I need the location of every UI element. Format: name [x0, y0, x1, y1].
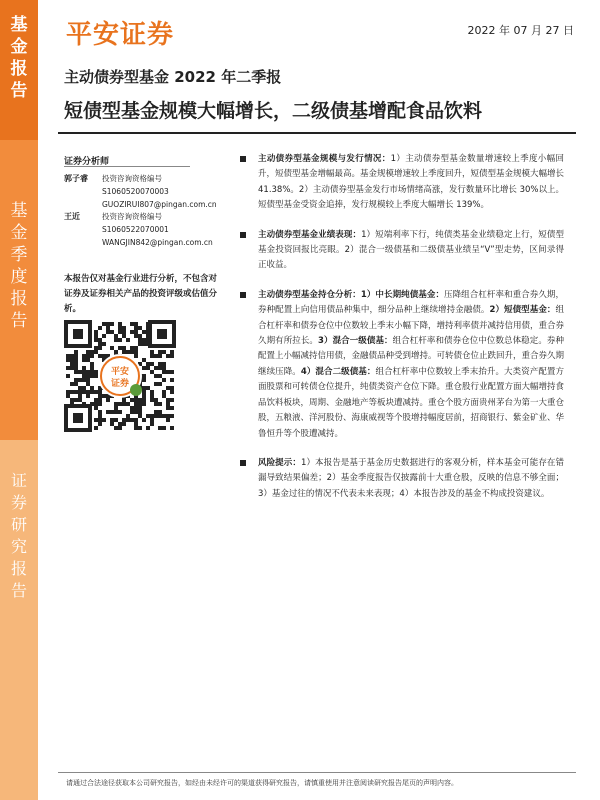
analyst-name: 王近: [64, 212, 80, 221]
sidebar-char: 告: [10, 81, 28, 101]
key-point-body: 1）主动债券型基金数量增速较上季度小幅回升，短债型基金增幅最高。基金规模增速较上季度回升，短债型基金规模大幅增长 41.38%。2）主动债券型基金发行市场情绪高涨，发行数量环比增长 30%以上。短债型基金受资金追捧，发行规模较上季度大幅增长 139%。: [258, 154, 565, 211]
sidebar-char: 告: [10, 311, 28, 331]
sidebar-char: 报: [10, 59, 28, 79]
sidebar-char: 究: [10, 537, 27, 556]
key-point-heading: 风险提示：: [258, 457, 301, 468]
sidebar-char: 金: [10, 223, 28, 243]
analyst-divider: [64, 166, 190, 167]
key-point-body: 组合杠杆率和债券仓位中位数总体稳定。券种配置上小幅减持信用债，金融债品种受到增持。可转债仓位止跌回升，重合券久期继续压降。: [258, 336, 565, 377]
key-point: [240, 152, 564, 214]
sidebar-char: 券: [10, 493, 27, 512]
report-date: 2022 年 07 月 27 日: [467, 24, 574, 37]
key-point-body: 压降组合杠杆率和重合券久期，券种配置上向信用债品种集中，细分品种上继续增持金融债。: [258, 289, 564, 316]
footer-notice: 请通过合法途径获取本公司研究报告，如经由未经许可的渠道获得研究报告，请慎重使用并注意阅读研究报告尾页的声明内容。: [66, 779, 458, 787]
qr-logo-bottom: 证券: [110, 379, 130, 389]
key-point-heading: 主动债券型基金持仓分析：: [258, 289, 361, 300]
report-subtitle: 主动债券型基金 2022 年二季报: [64, 68, 282, 86]
bullet-square-icon: [240, 156, 246, 162]
qr-code-graphic: [64, 320, 176, 432]
footer-divider: [58, 772, 576, 773]
key-point-body: 1）短端利率下行，纯债类基金业绩稳定上行，短债型基金投资回报比亮眼。2）混合一级债基和二级债基业绩呈“V”型走势，区间录得正收益。: [258, 229, 564, 271]
analyst-license-number: S1060520070003: [102, 187, 169, 196]
analyst-name: 郭子睿: [64, 174, 88, 183]
sidebar-char: 证: [10, 471, 27, 490]
key-points: [240, 152, 564, 516]
report-title: 短债型基金规模大幅增长，二级债基增配食品饮料: [64, 100, 483, 122]
key-point-subheading: 1）中长期纯债基金：: [360, 289, 445, 300]
sidebar-block-fund-report: [0, 0, 38, 140]
sidebar-char: 报: [10, 559, 27, 578]
sidebar-block-research-report: [0, 440, 38, 800]
analyst-email[interactable]: WANGJIN842@pingan.com.cn: [102, 238, 213, 247]
sidebar: [0, 0, 38, 800]
qr-code[interactable]: [64, 320, 176, 432]
sidebar-char: 基: [10, 15, 28, 35]
sidebar-char: 基: [10, 201, 28, 221]
key-point-subheading: 4）混合二级债基：: [300, 366, 376, 377]
bullet-square-icon: [240, 460, 246, 466]
bullet-square-icon: [240, 292, 246, 298]
sidebar-char: 研: [10, 515, 27, 534]
analyst-card: [64, 210, 264, 260]
analyst-license-label: 投资咨询资格编号: [102, 212, 162, 221]
title-divider: [58, 132, 576, 134]
analyst-heading: 证券分析师: [64, 157, 110, 167]
key-point: [240, 456, 564, 502]
key-point-heading: 主动债券型基金规模与发行情况：: [258, 154, 391, 164]
qr-logo-top: 平安: [110, 367, 130, 377]
analyst-license-number: S1060522070001: [102, 225, 169, 234]
scope-disclaimer: 本报告仅对基金行业进行分析，不包含对证券及证券相关产品的投资评级或估值分析。: [64, 274, 218, 314]
key-point-body: 1）本报告是基于基金历史数据进行的客观分析，样本基金可能存在错漏导致结果偏差；2）基金季度报告仅披露前十大重仓股，反映的信息不够全面；3）基金过往的情况不代表未来表现；4）本报告涉及的基金不构成投资建议。: [258, 457, 564, 499]
sidebar-char: 金: [10, 37, 28, 57]
company-logo: 平安证券: [66, 20, 175, 50]
key-point-body: 组合杠杆率和债券仓位中位数较上季末小幅下降，增持利率债并减持信用债，重合券久期有所拉长。: [258, 305, 565, 347]
analyst-license-label: 投资咨询资格编号: [102, 174, 162, 183]
sidebar-char: 度: [10, 267, 28, 287]
bullet-square-icon: [240, 232, 246, 238]
analyst-email[interactable]: GUOZIRUI807@pingan.com.cn: [102, 200, 217, 209]
sidebar-char: 报: [10, 289, 28, 309]
key-point: [240, 228, 564, 274]
key-point-heading: 主动债券型基金业绩表现：: [258, 229, 362, 240]
sidebar-char: 告: [10, 581, 27, 600]
sidebar-block-quarterly-report: [0, 140, 38, 440]
key-point: [240, 288, 564, 442]
sidebar-char: 季: [10, 245, 28, 265]
key-point-subheading: 3）混合一级债基：: [318, 336, 393, 347]
key-point-body: 组合杠杆率中位数较上季末抬升。大类资产配置方面股票和可转债仓位提升，纯债类资产仓位下降。重仓股行业配置方面大幅增持食品饮料板块，周期、金融地产等板块遭减持。重仓个股方面贵州茅台为第一大重仓股，五粮液、洋河股份、海康威视等个股增持幅度居前，招商银行、紫金矿业、华鲁恒升等个股遭减持。: [258, 366, 565, 439]
key-point-subheading: 2）短债型基金：: [489, 305, 556, 316]
